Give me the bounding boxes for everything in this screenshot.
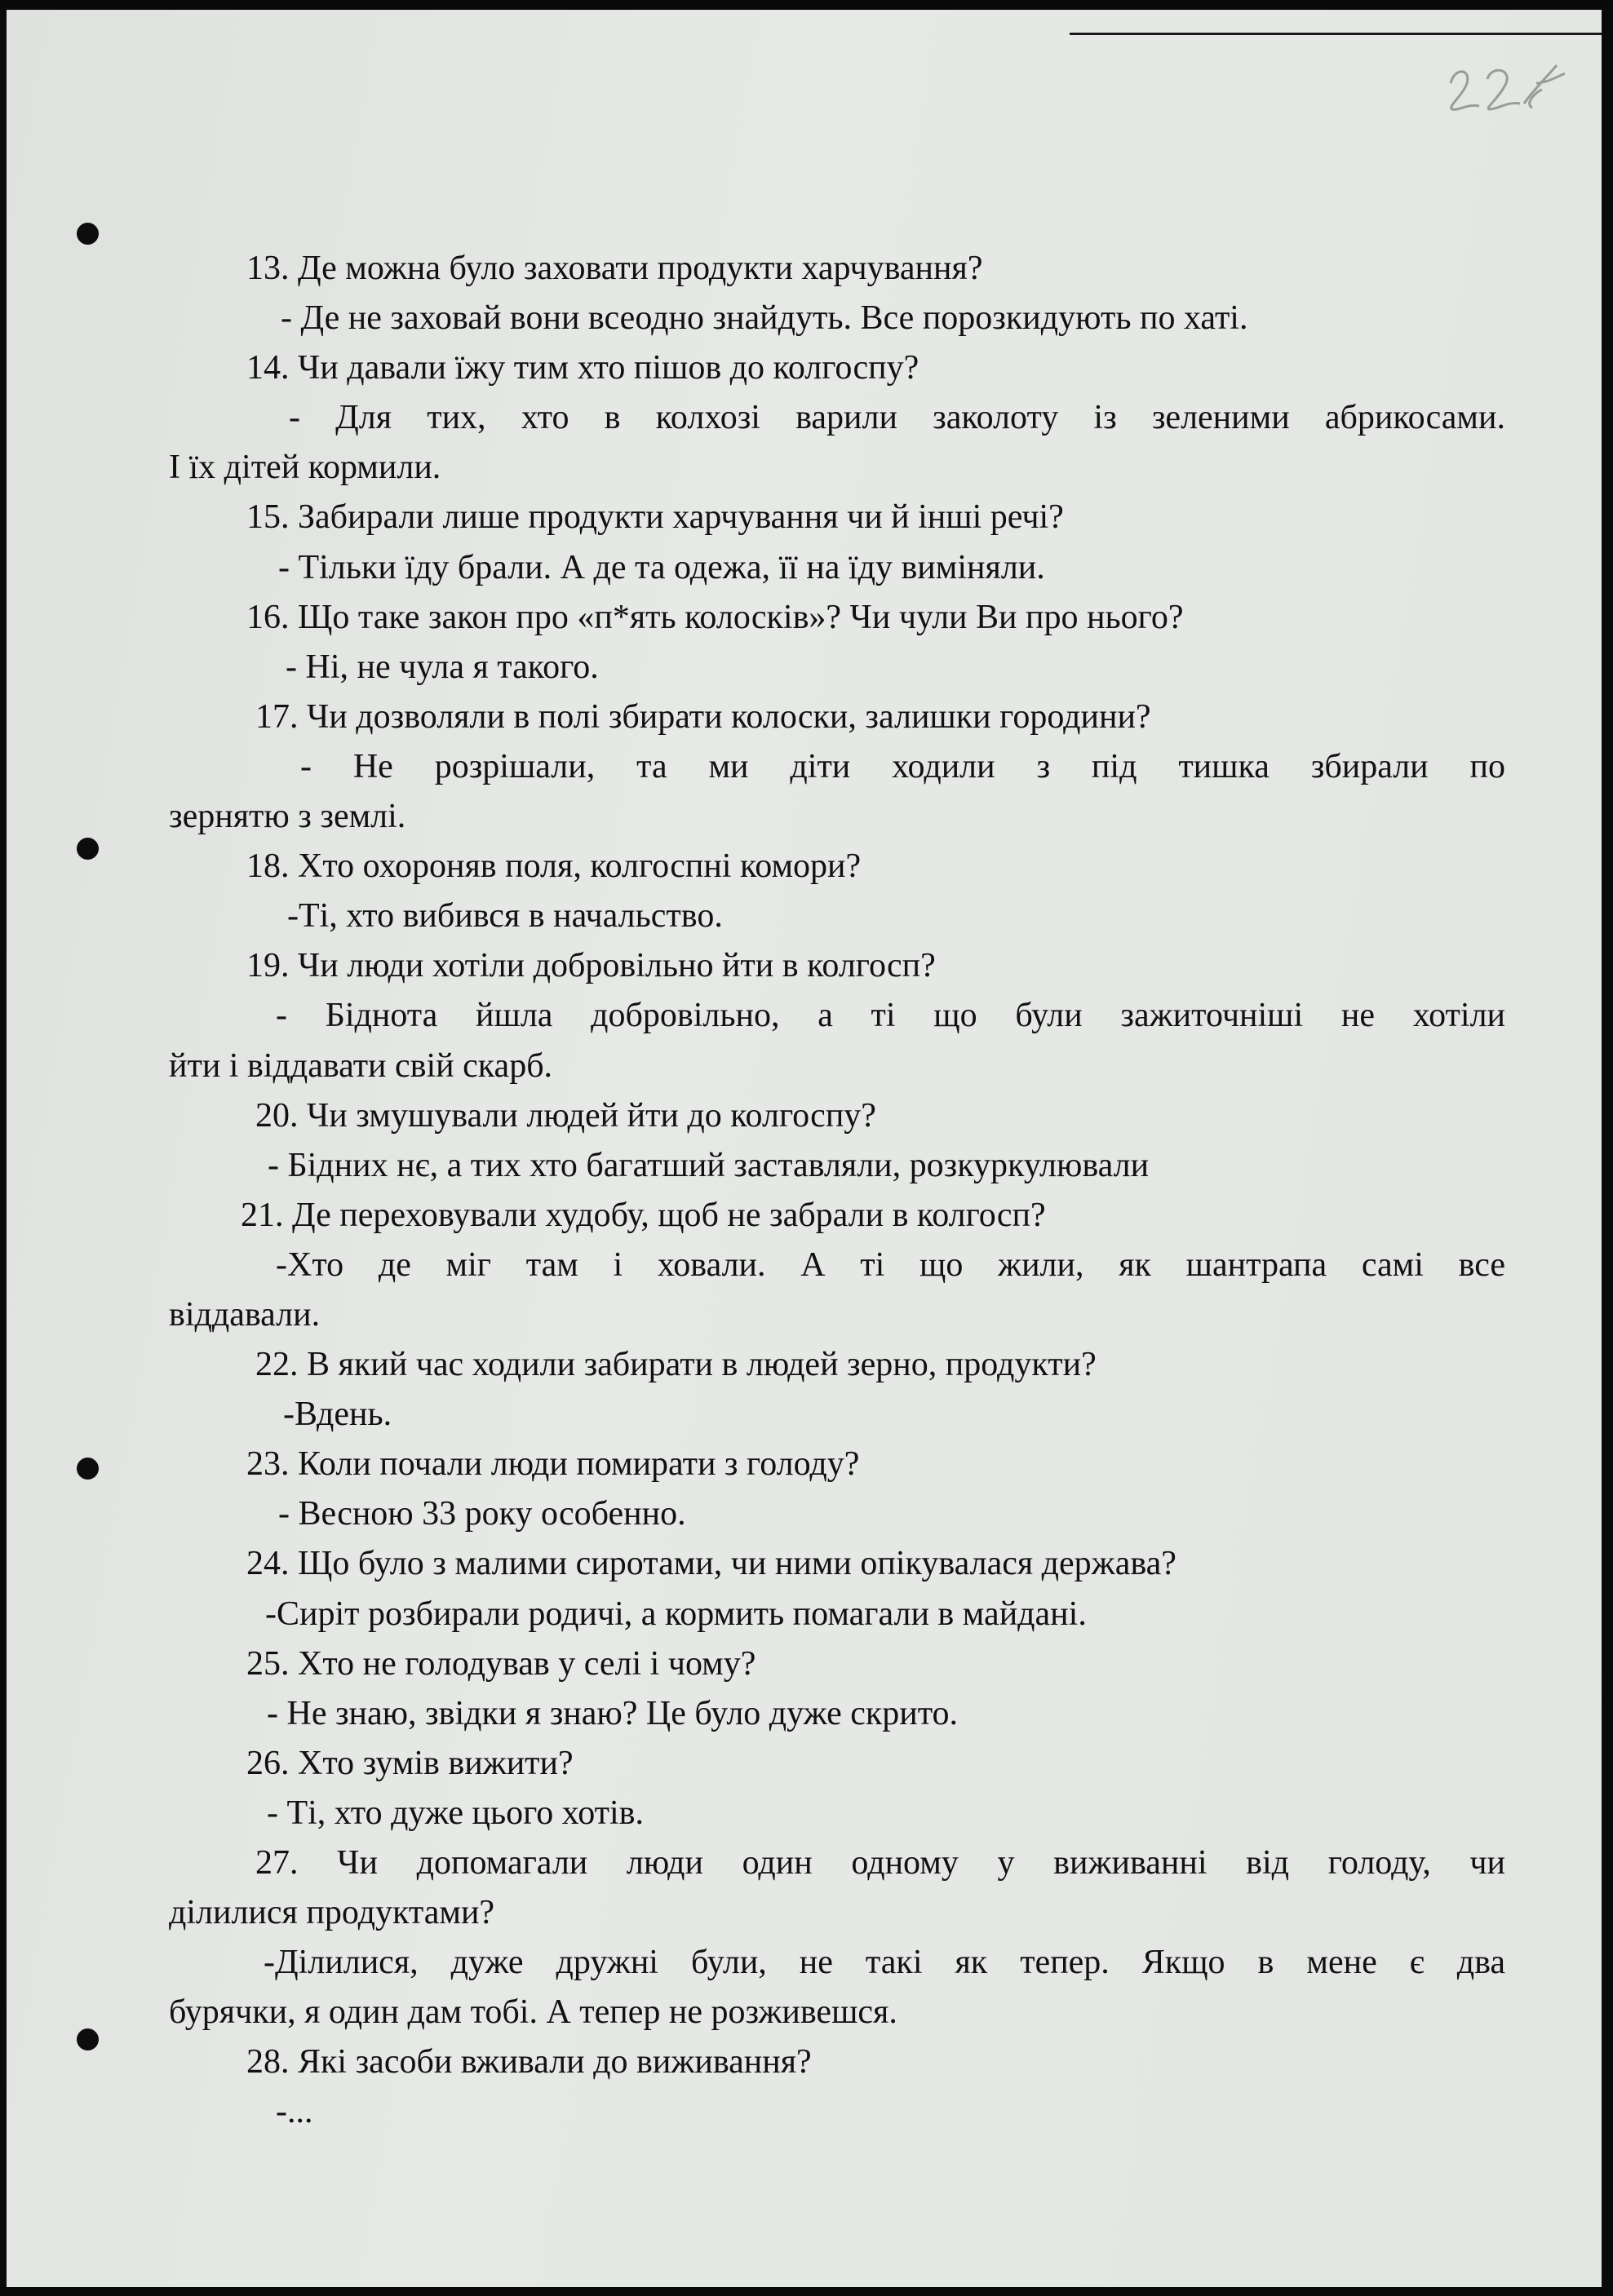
answer-line: бурячки, я один дам тобі. А тепер не розживешся. [169,1993,897,2032]
answer-line: - Біднота йшла добровільно, а ті що були зажиточніші не хотіли [276,997,1505,1035]
answer-line: -Хто де міг там і ховали. А ті що жили, як шантрапа самі все [276,1245,1505,1284]
answer: - Ні, не чула я такого. [286,648,599,686]
answer: - Тільки їду брали. А де та одежа, її на їду виміняли. [278,548,1045,586]
answer: - Весною 33 року особенно. [278,1495,686,1533]
handwritten-page-number [1442,59,1565,116]
question: 22. В який час ходили забирати в людей зерно, продукти? [255,1346,1097,1384]
question: 14. Чи давали їжу тим хто пішов до колгоспу? [246,349,919,387]
answer: - Де не заховай вони всеодно знайдуть. Все порозкидують по хаті. [281,299,1248,338]
question: 13. Де можна було заховати продукти харчування? [246,250,983,287]
top-rule [1070,33,1602,35]
answer: -... [276,2093,313,2131]
question: 16. Що таке закон про «п*ять колосків»? Чи чули Ви про нього? [246,598,1184,636]
answer: - Бідних нє, а тих хто багатший заставляли, розкуркулювали [268,1146,1150,1184]
question-line: ділилися продуктами? [169,1894,495,1932]
question-line: 27. Чи допомагали люди один одному у виживанні від голоду, чи [255,1844,1505,1882]
answer-line: віддавали. [169,1295,321,1334]
answer-line: зернятю з землі. [169,798,406,836]
answer: - Ті, хто дуже цього хотів. [267,1794,644,1832]
answer: -Вдень. [283,1396,392,1434]
question: 23. Коли почали люди помирати з голоду? [246,1445,860,1484]
document-page [7,10,1602,2287]
answer-line: -Ділилися, дуже дружні були, не такі як тепер. Якщо в мене є два [264,1944,1505,1982]
answer-line: йти і віддавати свій скарб. [169,1046,553,1085]
answer-line: - Для тих, хто в колхозі варили заколоту із зеленими абрикосами. [289,399,1505,437]
punch-hole [77,838,99,860]
interview-text [169,244,1505,2138]
question: 18. Хто охороняв поля, колгоспні комори? [246,847,862,886]
answer: -Сиріт розбирали родичі, а кормить помагали в майдані. [265,1595,1087,1633]
question: 25. Хто не голодував у селі і чому? [246,1644,756,1683]
answer-line: - Не розрішали, та ми діти ходили з під тишка збирали по [300,747,1505,785]
question: 24. Що було з малими сиротами, чи ними опікувалася держава? [246,1545,1177,1583]
question: 20. Чи змушували людей йти до колгоспу? [255,1096,876,1135]
answer: - Не знаю, звідки я знаю? Це було дуже скрито. [267,1694,959,1732]
punch-hole [77,223,99,245]
question: 28. Які засоби вживали до виживання? [246,2043,812,2081]
question: 15. Забирали лише продукти харчування чи й інші речі? [246,498,1064,537]
punch-hole [77,1458,99,1480]
question: 17. Чи дозволяли в полі збирати колоски, залишки городини? [255,697,1151,736]
answer: -Ті, хто вибився в начальство. [287,897,723,936]
question: 19. Чи люди хотіли добровільно йти в колгосп? [246,947,936,985]
answer-line: І їх дітей кормили. [169,449,441,487]
question: 21. Де переховували худобу, щоб не забрали в колгосп? [241,1196,1046,1234]
punch-hole [77,2028,99,2050]
question: 26. Хто зумів вижити? [246,1744,574,1782]
